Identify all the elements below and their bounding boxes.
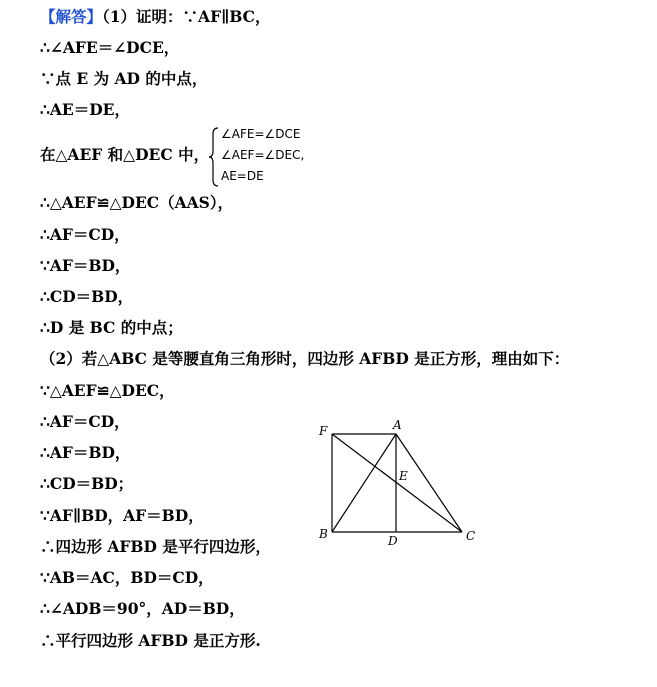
line-14: ∴AF＝BD， [40, 443, 131, 462]
segment-fc [332, 434, 462, 532]
point-a-label: A [393, 418, 402, 432]
line-2: ∴∠AFE＝∠DCE， [40, 38, 180, 57]
line-15: ∴CD＝BD； [40, 474, 134, 493]
square-triangle-diagram [312, 414, 482, 550]
line-4: ∴AE＝DE， [40, 100, 130, 119]
equation-system [207, 126, 337, 188]
system-eq-1: ∠AFE=∠DCE [221, 127, 301, 141]
geometry-figure [312, 414, 482, 550]
line-6: ∴△AEF≌△DEC（AAS）， [40, 193, 234, 212]
line-1 [40, 7, 271, 27]
segment-ac [396, 434, 462, 532]
line-9: ∴CD＝BD， [40, 287, 134, 306]
line-12: ∵△AEF≌△DEC， [40, 381, 175, 400]
line-18: ∵AB＝AC，BD＝CD， [40, 568, 214, 587]
system-eq-2: ∠AEF=∠DEC, [221, 148, 305, 162]
line-20: ∴平行四边形 AFBD 是正方形. [40, 631, 261, 650]
line-13: ∴AF＝CD， [40, 412, 130, 431]
line-11: （2）若△ABC 是等腰直角三角形时，四边形 AFBD 是正方形，理由如下： [40, 349, 570, 368]
point-f-label: F [319, 424, 328, 438]
point-d-label: D [388, 534, 398, 548]
segment-ab [332, 434, 396, 532]
line-8: ∵AF＝BD， [40, 256, 131, 275]
line-19: ∴∠ADB＝90°，AD＝BD， [40, 599, 245, 618]
line-17: ∴四边形 AFBD 是平行四边形， [40, 537, 271, 556]
point-e-label: E [399, 469, 408, 483]
line-1-text: （1）证明：∵AF∥BC， [102, 7, 271, 26]
line-5: 在△AEF 和△DEC 中， [40, 145, 210, 164]
point-b-label: B [319, 527, 328, 541]
answer-tag: 【解答】 [40, 7, 103, 26]
left-brace-icon [207, 126, 221, 188]
line-7: ∴AF＝CD， [40, 225, 130, 244]
point-c-label: C [466, 529, 476, 543]
line-16: ∵AF∥BD，AF＝BD， [40, 506, 204, 525]
line-3: ∵点 E 为 AD 的中点， [40, 69, 208, 88]
system-eq-3: AE=DE [221, 169, 264, 183]
line-10: ∴D 是 BC 的中点； [40, 318, 183, 337]
